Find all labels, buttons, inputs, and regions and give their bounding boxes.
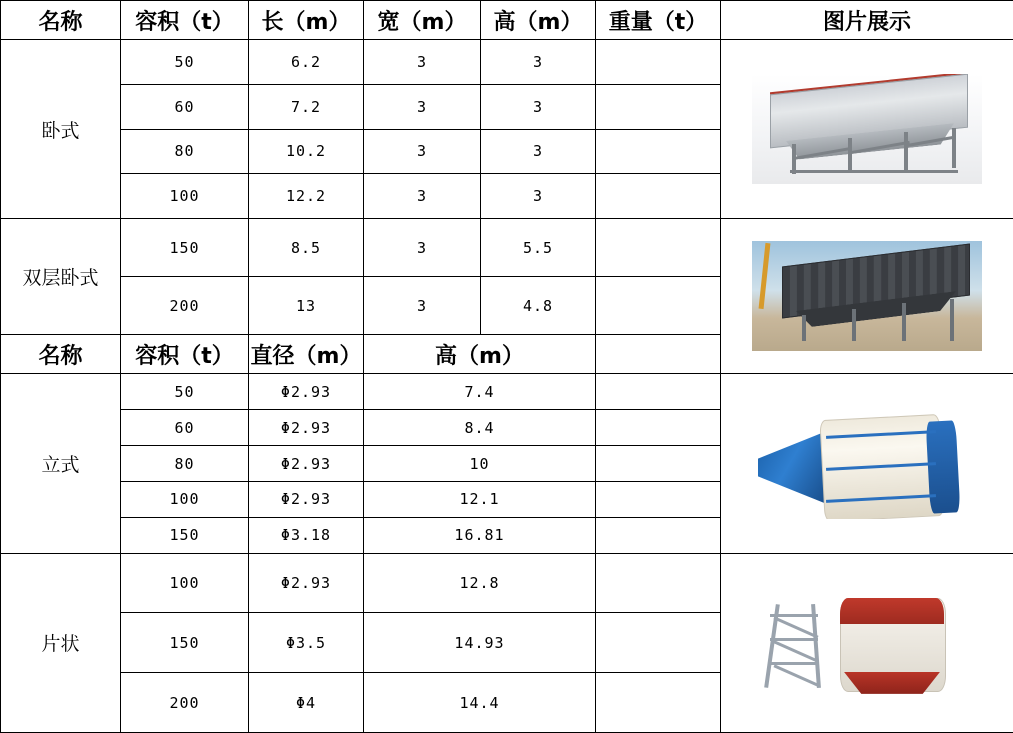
- header-height-2: 高（m）: [364, 335, 596, 374]
- header-length: 长（m）: [249, 1, 364, 40]
- cell-capacity: 50: [121, 40, 249, 85]
- photo-vertical-silo: [721, 374, 1013, 553]
- cell-capacity: 100: [121, 481, 249, 517]
- cell-height: 10: [364, 446, 596, 482]
- cell-weight: [596, 219, 721, 277]
- cell-length: 6.2: [249, 40, 364, 85]
- photo-flake-silo: [721, 553, 1013, 732]
- cell-height: 5.5: [481, 219, 596, 277]
- cell-capacity: 80: [121, 129, 249, 174]
- cell-diameter: Φ2.93: [249, 374, 364, 410]
- cell-diameter: Φ4: [249, 673, 364, 733]
- cell-diameter: Φ3.18: [249, 517, 364, 553]
- cell-capacity: 50: [121, 374, 249, 410]
- cell-height: 3: [481, 174, 596, 219]
- flake-silo-photo: [752, 588, 982, 698]
- cell-height: 12.1: [364, 481, 596, 517]
- category-double-deck-horizontal: 双层卧式: [1, 219, 121, 335]
- cell-weight: [596, 613, 721, 673]
- cell-weight: [596, 174, 721, 219]
- photo-double-deck-horizontal-silo: [721, 219, 1013, 374]
- header-capacity-2: 容积（t）: [121, 335, 249, 374]
- cell-height: 3: [481, 40, 596, 85]
- header-name-2: 名称: [1, 335, 121, 374]
- header-height: 高（m）: [481, 1, 596, 40]
- table-row: [1, 40, 1013, 85]
- cell-capacity: 80: [121, 446, 249, 482]
- cell-capacity: 150: [121, 613, 249, 673]
- cell-weight: [596, 446, 721, 482]
- header-image: 图片展示: [721, 1, 1013, 40]
- cell-length: 10.2: [249, 129, 364, 174]
- cell-diameter: Φ2.93: [249, 446, 364, 482]
- cell-capacity: 60: [121, 410, 249, 446]
- cell-capacity: 150: [121, 219, 249, 277]
- cell-width: 3: [364, 40, 481, 85]
- cell-weight: [596, 481, 721, 517]
- category-flake: 片状: [1, 553, 121, 732]
- cell-capacity: 60: [121, 84, 249, 129]
- category-horizontal: 卧式: [1, 40, 121, 219]
- cell-weight: [596, 517, 721, 553]
- header-weight-2: [596, 335, 721, 374]
- cell-length: 8.5: [249, 219, 364, 277]
- table-row: [1, 553, 1013, 613]
- cell-height: 7.4: [364, 374, 596, 410]
- cell-diameter: Φ2.93: [249, 410, 364, 446]
- cell-length: 13: [249, 277, 364, 335]
- cell-capacity: 200: [121, 277, 249, 335]
- cell-height: 14.93: [364, 613, 596, 673]
- cell-weight: [596, 374, 721, 410]
- header-diameter: 直径（m）: [249, 335, 364, 374]
- category-vertical: 立式: [1, 374, 121, 553]
- cell-height: 14.4: [364, 673, 596, 733]
- table-row: [1, 374, 1013, 410]
- cell-weight: [596, 84, 721, 129]
- cell-weight: [596, 277, 721, 335]
- header-width: 宽（m）: [364, 1, 481, 40]
- cell-weight: [596, 410, 721, 446]
- cell-height: 12.8: [364, 553, 596, 613]
- cell-capacity: 150: [121, 517, 249, 553]
- cell-height: 4.8: [481, 277, 596, 335]
- cell-height: 16.81: [364, 517, 596, 553]
- cell-capacity: 100: [121, 174, 249, 219]
- table-header-row-1: [1, 1, 1013, 40]
- cell-width: 3: [364, 219, 481, 277]
- cell-capacity: 100: [121, 553, 249, 613]
- header-capacity: 容积（t）: [121, 1, 249, 40]
- horizontal-silo-photo: [752, 74, 982, 184]
- cell-width: 3: [364, 277, 481, 335]
- vertical-silo-photo: [752, 409, 982, 519]
- header-weight: 重量（t）: [596, 1, 721, 40]
- cell-diameter: Φ2.93: [249, 481, 364, 517]
- cell-height: 8.4: [364, 410, 596, 446]
- cell-diameter: Φ3.5: [249, 613, 364, 673]
- table-row: [1, 219, 1013, 277]
- cell-weight: [596, 673, 721, 733]
- cell-width: 3: [364, 129, 481, 174]
- photo-horizontal-silo: [721, 40, 1013, 219]
- cell-weight: [596, 40, 721, 85]
- cell-height: 3: [481, 129, 596, 174]
- double-deck-horizontal-silo-photo: [752, 241, 982, 351]
- cell-length: 12.2: [249, 174, 364, 219]
- cell-length: 7.2: [249, 84, 364, 129]
- cell-capacity: 200: [121, 673, 249, 733]
- cell-weight: [596, 129, 721, 174]
- cell-width: 3: [364, 84, 481, 129]
- cell-width: 3: [364, 174, 481, 219]
- header-name: 名称: [1, 1, 121, 40]
- cell-weight: [596, 553, 721, 613]
- cell-height: 3: [481, 84, 596, 129]
- cell-diameter: Φ2.93: [249, 553, 364, 613]
